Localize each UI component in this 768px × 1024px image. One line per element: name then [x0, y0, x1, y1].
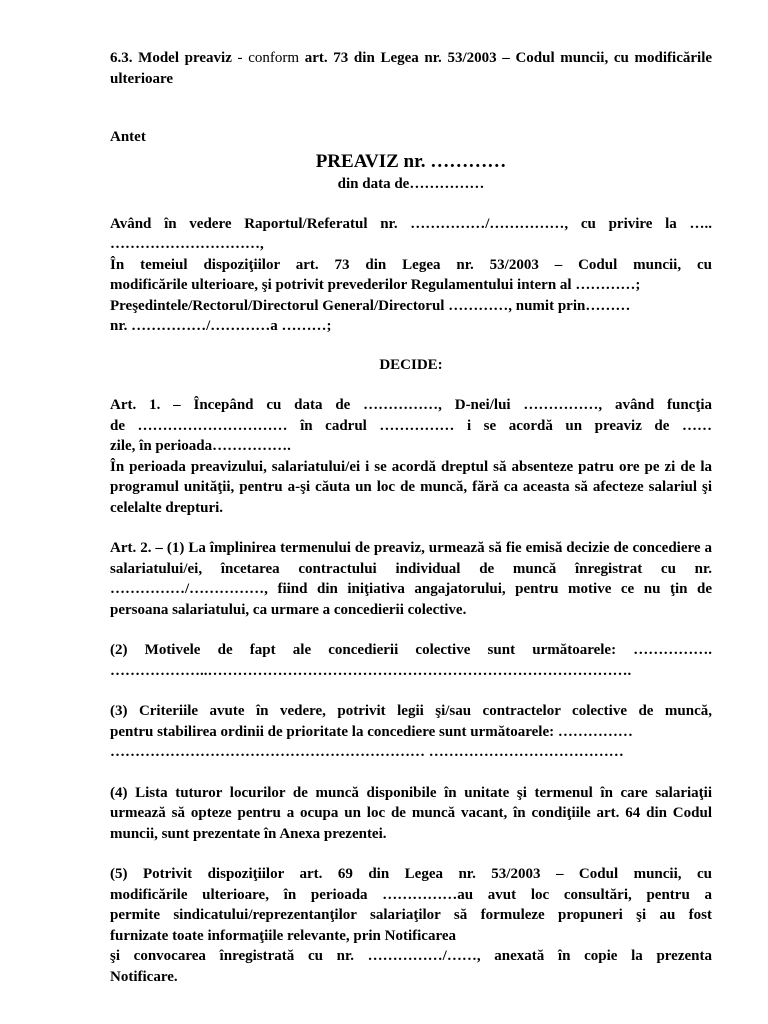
document-title: PREAVIZ nr. …………	[315, 150, 507, 172]
intro-line: modificările ulterioare, şi potrivit prevederilor Regulamentului intern al …………;	[110, 277, 641, 293]
document-date: din data de……………	[337, 175, 485, 192]
article-1-line: de ………………………… în cadrul …………… i se acordă un preaviz de ……	[110, 417, 712, 434]
item-2	[110, 640, 712, 681]
item-3-line: pentru stabilirea ordinii de prioritate la concediere sunt următoarele: ……………	[110, 723, 633, 740]
article-2	[110, 538, 712, 620]
item-3-line: (3) Criteriile avute în vedere, potrivit legii şi/sau contractelor colective de muncă,	[110, 703, 712, 719]
heading-text-a: - conform	[231, 50, 305, 66]
article-1	[110, 395, 712, 518]
heading-text-b: din Legea nr. 53/2003 – Codul muncii, cu modificările ulterioare	[110, 50, 713, 87]
item-5-line: furnizate toate informaţiile relevante, prin Notificarea	[110, 927, 457, 944]
intro-line: Având în vedere Raportul/Referatul nr. ……………/……………, cu privire la …..	[110, 215, 712, 232]
heading-number: 6.3. Model preaviz	[110, 50, 232, 66]
article-1-text: . – Începând cu data de ……………, D-nei/lui ……………, având funcţia	[156, 397, 712, 413]
item-4	[110, 783, 712, 845]
item-2-line: (2) Motivele de fapt ale concedierii colective sunt următoarele: …………….	[110, 642, 712, 658]
intro-block	[110, 214, 712, 337]
item-2-line: ………………..………………………………………………………………………….	[110, 662, 632, 679]
decide-heading: DECIDE:	[379, 356, 443, 373]
intro-line: Preşedintele/Rectorul/Directorul General/Directorul …………, numit prin………	[110, 297, 631, 314]
antet-label: Antet	[110, 129, 146, 145]
item-4-paragraph: (4) Lista tuturor locurilor de muncă disponibile în unitate şi termenul în care salariaţii urmează să opteze pentru a ocupa un loc de muncă vacant, în condiţiile art. 64 din Codul muncii, sunt prezentate în Anexa prezentei.	[110, 784, 712, 842]
item-5-line: permite sindicatului/reprezentanţilor salariaţilor să formuleze propuneri şi au fost	[110, 907, 712, 923]
article-1-line	[110, 395, 712, 416]
item-3	[110, 701, 712, 763]
article-2-label: Art. 2	[110, 540, 148, 556]
item-5-line: (5) Potrivit dispoziţiilor art. 69 din Legea nr. 53/2003 – Codul muncii, cu	[110, 866, 712, 882]
intro-line: …………………………,	[110, 236, 264, 252]
article-1-label: Art. 1	[110, 397, 157, 413]
section-heading	[110, 48, 712, 89]
intro-line: nr. ……………/…………a ………;	[110, 318, 332, 334]
article-2-paragraph	[110, 538, 712, 620]
item-3-line: ……………………………………………………… …………………………………	[110, 744, 624, 760]
item-5	[110, 864, 712, 987]
item-5-line: modificările ulterioare, în perioada ……………au avut loc consultări, pentru a	[110, 886, 712, 903]
article-1-line: zile, în perioada…………….	[110, 438, 291, 454]
heading-art: art. 73	[304, 50, 349, 66]
article-2-text: . – (1) La împlinirea termenului de preaviz, urmează să fie emisă decizie de concediere a salariatului/ei, încetarea contractului individual de muncă înregistrat cu nr. ……………/……………, fiind din iniţiativa angajatorului, pentru motive ce nu ţin de persoana salariatului, ca urmare a concedierii colective.	[110, 540, 712, 618]
item-5-line: Notificare.	[110, 968, 178, 985]
item-5-line: şi convocarea înregistrată cu nr. ……………/……, anexată în copie la prezenta	[110, 948, 712, 964]
intro-line: În temeiul dispoziţiilor art. 73 din Legea nr. 53/2003 – Codul muncii, cu	[110, 256, 712, 273]
article-1-paragraph: În perioada preavizului, salariatului/ei i se acordă dreptul să absenteze patru ore pe zi de la programul unităţii, pentru a-şi căuta un loc de muncă, fără ca aceasta să afecteze salariul şi celelalte drepturi.	[110, 458, 712, 516]
